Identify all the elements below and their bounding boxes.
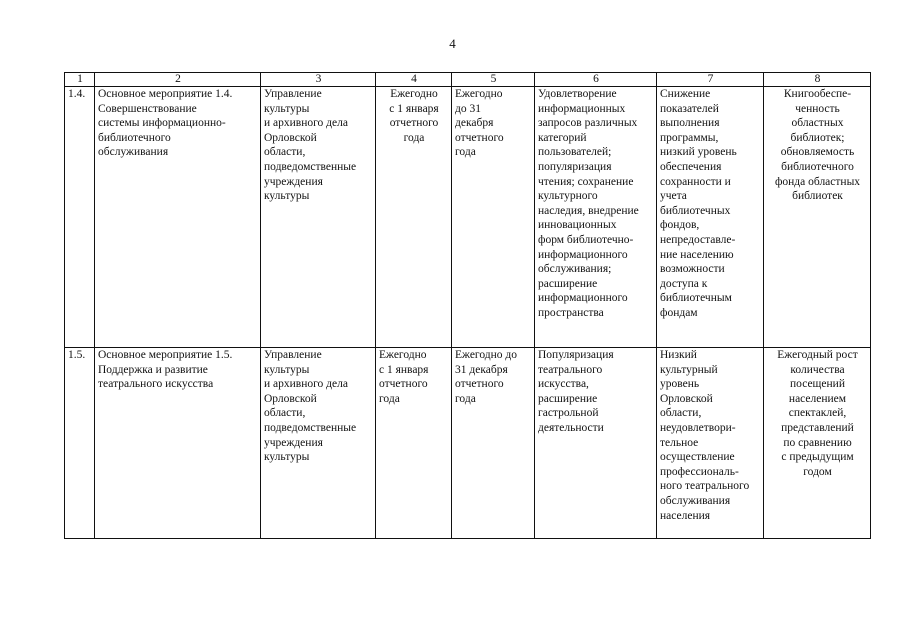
indicators-cell: Книгообеспе- ченность областных библиотек; обновляемость библиотечного фонда областных библиотек xyxy=(764,87,871,348)
start-date-cell: Ежегодно с 1 января отчетного года xyxy=(376,87,452,348)
expected-result-cell: Популяризация театрального искусства, расширение гастрольной деятельности xyxy=(535,348,657,539)
header-cell: 3 xyxy=(261,73,376,87)
table-header-row xyxy=(65,73,871,87)
header-cell: 2 xyxy=(95,73,261,87)
end-date-cell: Ежегодно до 31 декабря отчетного года xyxy=(452,87,535,348)
measure-name-cell: Основное мероприятие 1.4. Совершенствование системы информационно- библиотечного обслуживания xyxy=(95,87,261,348)
program-measures-table xyxy=(64,72,871,539)
executor-cell: Управление культуры и архивного дела Орловской области, подведомственные учреждения культуры xyxy=(261,87,376,348)
indicators-cell: Ежегодный рост количества посещений населением спектаклей, представлений по сравнению с предыдущим годом xyxy=(764,348,871,539)
expected-result-cell: Удовлетворение информационных запросов различных категорий пользователей; популяризация чтения; сохранение культурного наследия, внедрение инновационных форм библиотечно- информационного обслуживания; расширение информационного пространства xyxy=(535,87,657,348)
header-cell: 1 xyxy=(65,73,95,87)
row-number-cell: 1.4. xyxy=(65,87,95,348)
header-cell: 8 xyxy=(764,73,871,87)
measure-name-cell: Основное мероприятие 1.5. Поддержка и развитие театрального искусства xyxy=(95,348,261,539)
start-date-cell: Ежегодно с 1 января отчетного года xyxy=(376,348,452,539)
consequences-cell: Снижение показателей выполнения программы, низкий уровень обеспечения сохранности и учета библиотечных фондов, непредоставле- ние населению возможности доступа к библиотечным фондам xyxy=(657,87,764,348)
end-date-cell: Ежегодно до 31 декабря отчетного года xyxy=(452,348,535,539)
row-number-cell: 1.5. xyxy=(65,348,95,539)
header-cell: 4 xyxy=(376,73,452,87)
table-row xyxy=(65,348,871,539)
executor-cell: Управление культуры и архивного дела Орловской области, подведомственные учреждения культуры xyxy=(261,348,376,539)
table-row xyxy=(65,87,871,348)
header-cell: 6 xyxy=(535,73,657,87)
consequences-cell: Низкий культурный уровень Орловской области, неудовлетвори- тельное осуществление профессиональ- ного театрального обслуживания населения xyxy=(657,348,764,539)
header-cell: 7 xyxy=(657,73,764,87)
page-number: 4 xyxy=(449,36,456,51)
header-cell: 5 xyxy=(452,73,535,87)
